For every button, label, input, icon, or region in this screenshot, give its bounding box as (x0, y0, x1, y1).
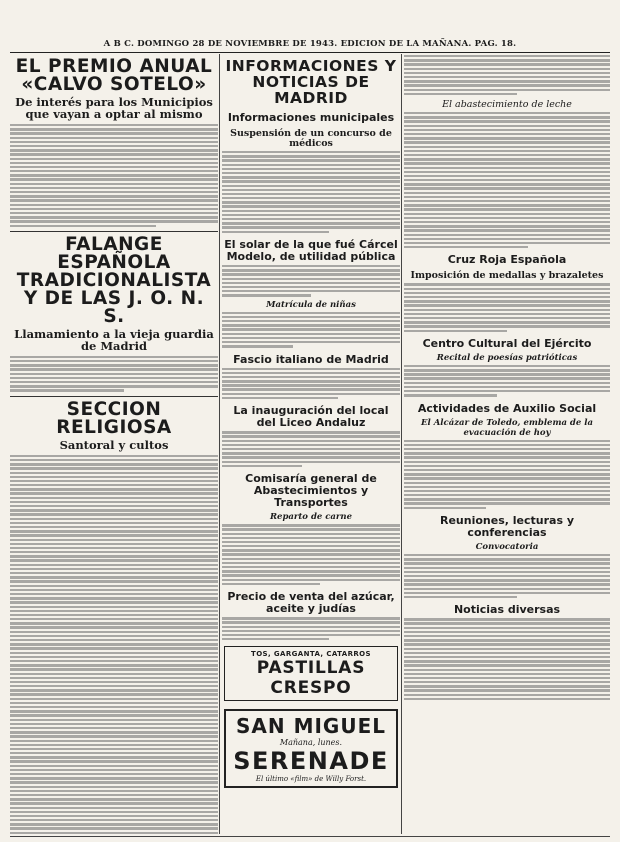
subhead-medallas: Imposición de medallas y brazaletes (410, 270, 604, 282)
subhead-abastecimiento-leche: El abastecimiento de leche (442, 99, 572, 111)
article-body (222, 151, 400, 233)
article-body (404, 55, 610, 95)
article-body (10, 356, 218, 392)
subhead-concurso-medicos: Suspensión de un concurso de médicos (230, 128, 392, 149)
column-middle (222, 54, 400, 834)
article-body (222, 368, 400, 400)
column-left (10, 54, 218, 834)
column-rule (401, 54, 402, 834)
subhead-fascio-italiano: Fascio italiano de Madrid (233, 352, 389, 366)
article-body (222, 524, 400, 585)
subhead-municipios: De interés para los Municipios que vayan a optar al mismo (15, 95, 213, 121)
advert-date: Mañana, lunes. (279, 738, 343, 748)
headline-informaciones-madrid: INFORMACIONES Y NOTICIAS DE MADRID (225, 57, 397, 107)
advert-tagline: TOS, GARGANTA, CATARROS (251, 650, 371, 659)
headline-premio-calvo-sotelo: EL PREMIO ANUAL «CALVO SOTELO» (15, 56, 213, 95)
article-body (222, 431, 400, 467)
headline-cruz-roja: Cruz Roja Española (447, 253, 567, 267)
article-body (404, 440, 610, 509)
article-body (404, 365, 610, 397)
article-body (10, 124, 218, 227)
article-body (10, 455, 218, 834)
subhead-liceo-andaluz: La inauguración del local del Liceo Andaluz (233, 404, 389, 430)
article-body (404, 554, 610, 598)
subhead-reparto-carne: Reparto de carne (269, 512, 353, 523)
article-body (222, 312, 400, 348)
article-body (404, 112, 610, 248)
subhead-comisaria-abastecimientos: Comisaría general de Abastecimientos y Transportes (245, 472, 377, 510)
headline-auxilio-social: Actividades de Auxilio Social (417, 401, 597, 415)
headline-noticias-diversas: Noticias diversas (453, 603, 561, 617)
subhead-precio-azucar: Precio de venta del azúcar, aceite y judías (227, 590, 395, 616)
article-body (404, 283, 610, 331)
subhead-santoral: Santoral y cultos (59, 437, 169, 452)
advert-san-miguel (224, 709, 398, 788)
advert-cinema-name: SAN MIGUEL (236, 714, 386, 739)
advert-brand: PASTILLAS CRESPO (256, 658, 366, 699)
column-right (404, 54, 610, 834)
advert-film-credit: El último «film» de Willy Forst. (255, 775, 367, 784)
advert-film-title: SERENADE (233, 747, 389, 776)
article-body (222, 617, 400, 640)
divider (10, 231, 218, 232)
headline-centro-cultural-ejercito: Centro Cultural del Ejército (422, 336, 592, 350)
subhead-alcazar-toledo: El Alcázar de Toledo, emblema de la evacuación de hoy (421, 417, 593, 438)
advert-pastillas-crespo (224, 646, 398, 701)
headline-reuniones: Reuniones, lecturas y conferencias (439, 514, 574, 540)
subhead-informaciones-municipales: Informaciones municipales (227, 111, 395, 124)
subhead-recital: Recital de poesías patrióticas (436, 352, 578, 363)
article-body (404, 618, 610, 700)
page-header: A B C. DOMINGO 28 DE NOVIEMBRE DE 1943. EDICION DE LA MAÑANA. PAG. 18. (10, 38, 610, 53)
bottom-rule (10, 836, 610, 837)
subhead-carcel-modelo: El solar de la que fué Cárcel Modelo, de utilidad pública (224, 237, 398, 263)
subhead-vieja-guardia: Llamamiento a la vieja guardia de Madrid (14, 326, 214, 353)
subhead-matricula-ninas: Matrícula de niñas (266, 299, 356, 310)
headline-seccion-religiosa: SECCION RELIGIOSA (56, 398, 172, 438)
article-body (222, 265, 400, 297)
divider (10, 396, 218, 397)
headline-falange: FALANGE ESPAÑOLA TRADICIONALISTA Y DE LAS J. O. N. S. (16, 233, 212, 327)
subhead-convocatoria: Convocatoria (475, 542, 539, 553)
column-rule (219, 54, 220, 834)
